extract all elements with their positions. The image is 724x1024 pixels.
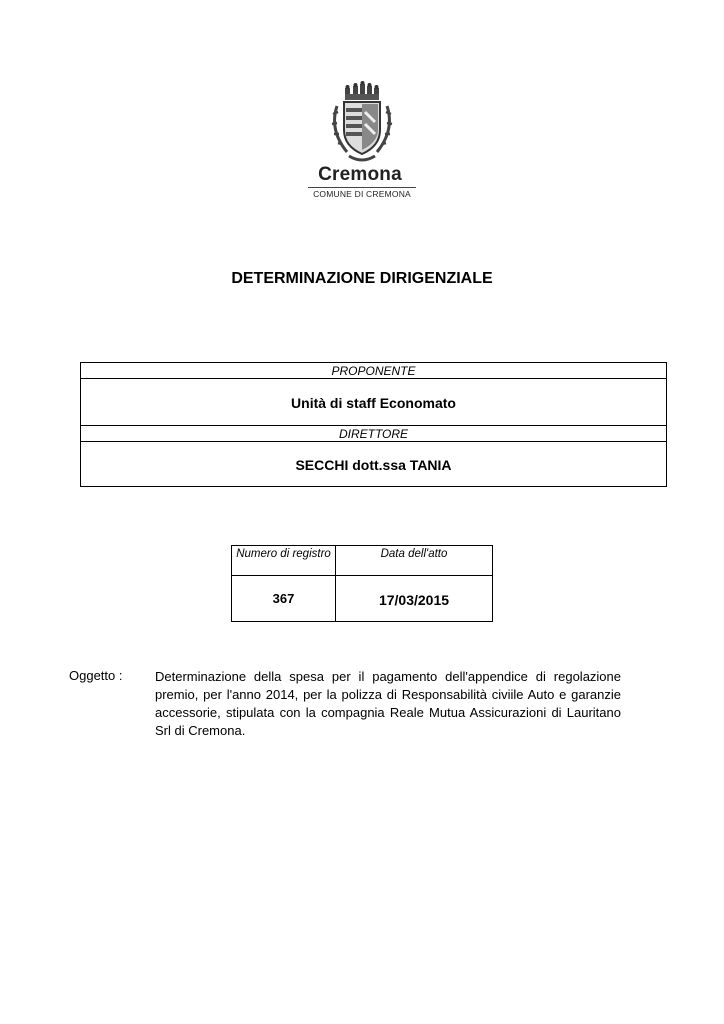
direttore-label: DIRETTORE: [338, 427, 409, 441]
proponente-label: PROPONENTE: [331, 364, 416, 378]
numero-registro-header: Numero di registro: [236, 548, 331, 560]
data-atto-value: 17/03/2015: [378, 592, 450, 608]
logo-subtitle: COMUNE DI CREMONA: [313, 189, 411, 199]
coat-of-arms-icon: [327, 80, 397, 164]
cremona-logo: [300, 80, 424, 204]
oggetto-text: Determinazione della spesa per il pagamento dell'appendice di regolazione premio, per l'anno 2014, per la polizza di Responsabilità civiile Auto e garanzie accessorie, stipulata con la compagnia Reale Mutua Assicurazioni di Lauritano Srl di Cremona.: [155, 669, 621, 738]
divider: [81, 378, 666, 379]
registro-table: [231, 545, 493, 622]
document-title: DETERMINAZIONE DIRIGENZIALE: [231, 270, 493, 287]
logo-wordmark: Cremona: [318, 164, 402, 185]
data-atto-header: Data dell'atto: [380, 548, 448, 560]
divider: [81, 441, 666, 442]
row-divider: [232, 575, 492, 576]
direttore-value: SECCHI dott.ssa TANIA: [295, 457, 452, 473]
proponente-box: [80, 362, 667, 487]
oggetto-label: Oggetto :: [69, 668, 123, 683]
numero-registro-value: 367: [272, 591, 295, 606]
logo-divider: [308, 187, 416, 188]
divider: [81, 425, 666, 426]
crown-icon: [345, 81, 379, 100]
proponente-value: Unità di staff Economato: [291, 395, 456, 411]
